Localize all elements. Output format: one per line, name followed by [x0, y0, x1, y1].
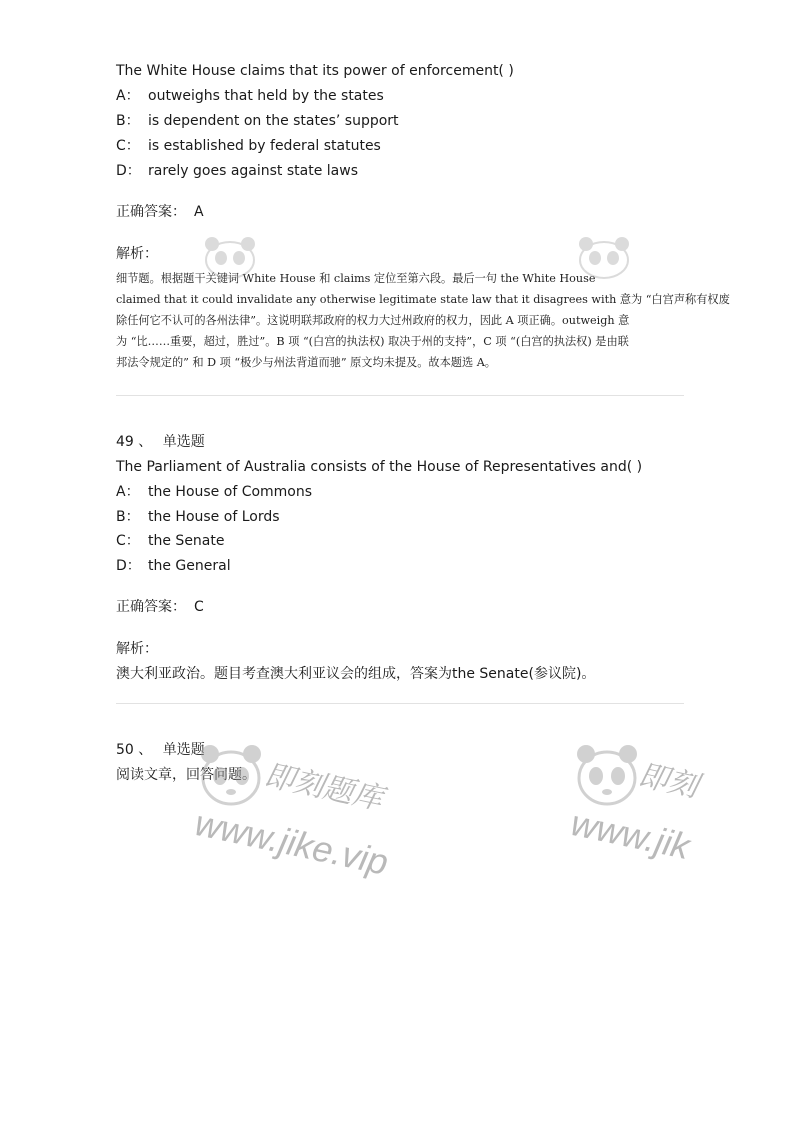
analysis-line: 为 “比……重要，超过，胜过”。B 项 “(白宫的执法权) 取决于州的支持”，C 项 “(白宫的执法权) 是由联: [116, 335, 629, 348]
watermark-url: www.jik: [567, 802, 694, 868]
watermark-brand: 即刻: [635, 758, 701, 804]
option-c[interactable]: [116, 531, 224, 551]
option-c[interactable]: [116, 136, 381, 156]
option-letter: C：: [116, 533, 140, 549]
question-divider: [116, 395, 684, 396]
question-stem: 阅读文章，回答问题。: [116, 767, 256, 783]
answer-value: C: [194, 599, 204, 615]
option-text: the House of Lords: [148, 509, 280, 525]
analysis-line: claimed that it could invalidate any otherwise legitimate state law that it disagrees with 意为 “白宫声称有权废: [116, 293, 730, 306]
option-text: rarely goes against state laws: [148, 163, 358, 179]
correct-answer: [116, 597, 204, 617]
option-d[interactable]: [116, 556, 231, 576]
option-b[interactable]: [116, 111, 399, 131]
answer-value: A: [194, 204, 204, 220]
option-letter: D：: [116, 558, 141, 574]
option-text: the House of Commons: [148, 484, 313, 500]
watermark-clip: [567, 790, 694, 880]
analysis-line: 邦法令规定的” 和 D 项 “极少与州法背道而驰” 原文均未提及。故本题选 A。: [116, 356, 496, 369]
question-header: [116, 740, 205, 760]
option-letter: A：: [116, 88, 140, 104]
option-b[interactable]: [116, 507, 280, 527]
option-d[interactable]: [116, 161, 358, 181]
answer-label: 正确答案：: [116, 204, 186, 220]
option-letter: B：: [116, 113, 140, 129]
option-text: is established by federal statutes: [148, 138, 381, 154]
option-letter: C：: [116, 138, 140, 154]
watermark-url: www.jike.vip: [191, 802, 392, 883]
option-text: outweighs that held by the states: [148, 88, 384, 104]
option-letter: B：: [116, 509, 140, 525]
analysis-label: 解析：: [116, 246, 158, 262]
analysis-line: 细节题。根据题干关键词 White House 和 claims 定位至第六段。最后一句 the White House: [116, 272, 596, 285]
question-header: [116, 432, 205, 452]
option-text: the General: [148, 558, 231, 574]
option-letter: A：: [116, 484, 140, 500]
analysis-scanned-text: [116, 268, 730, 373]
question-stem: The Parliament of Australia consists of the House of Representatives and( ): [116, 459, 643, 475]
option-text: the Senate: [148, 533, 225, 549]
option-letter: D：: [116, 163, 141, 179]
option-a[interactable]: [116, 482, 312, 502]
option-a[interactable]: [116, 86, 384, 106]
question-number: 49 、: [116, 434, 153, 450]
analysis-line: 除任何它不认可的各州法律”。这说明联邦政府的权力大过州政府的权力，因此 A 项正确。outweigh 意: [116, 314, 630, 327]
question-stem: The White House claims that its power of enforcement( ): [116, 63, 514, 79]
watermark-brand: 即刻题库: [261, 758, 386, 817]
question-number: 50 、: [116, 742, 153, 758]
option-text: is dependent on the states’ support: [148, 113, 399, 129]
question-type: 单选题: [162, 742, 205, 758]
analysis-label: 解析：: [116, 641, 158, 657]
answer-label: 正确答案：: [116, 599, 186, 615]
question-divider: [116, 703, 684, 704]
correct-answer: [116, 202, 204, 222]
question-type: 单选题: [162, 434, 205, 450]
analysis-text: 澳大利亚政治。题目考查澳大利亚议会的组成，答案为the Senate(参议院)。: [116, 666, 596, 682]
